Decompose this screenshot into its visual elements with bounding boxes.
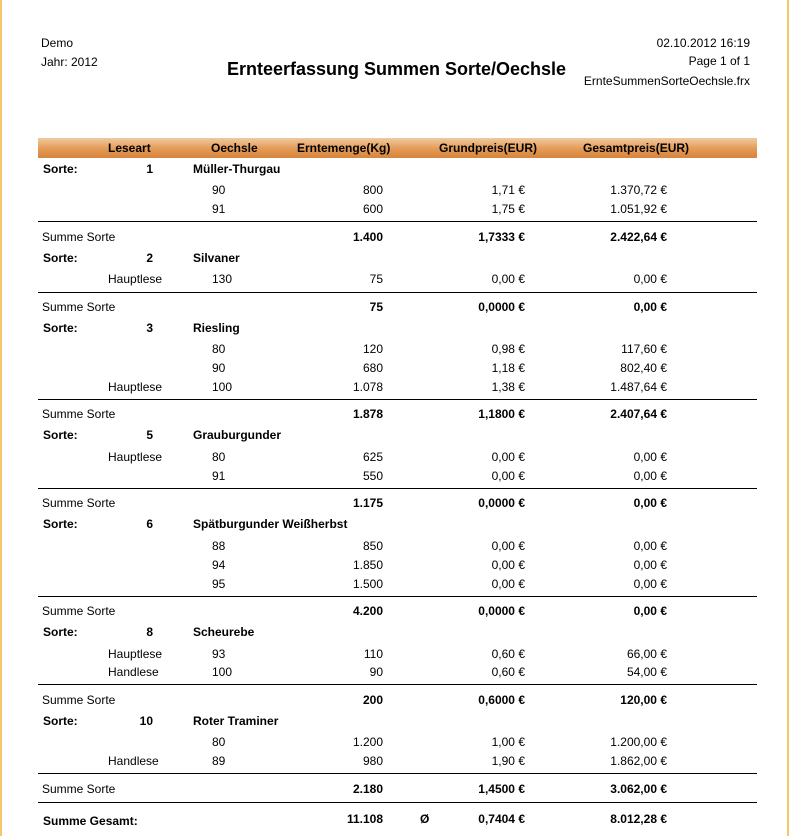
sorte-name: Scheurebe: [193, 625, 255, 639]
sorte-name: Spätburgunder Weißherbst: [193, 517, 348, 531]
sorte-header-row: [38, 249, 757, 268]
sum-grundpreis: 1,7333 €: [478, 230, 525, 244]
grundpreis-cell: 1,38 €: [491, 380, 525, 394]
sum-menge: 200: [362, 693, 383, 707]
sorte-number: 8: [146, 625, 153, 639]
group-separator: [38, 596, 757, 597]
sum-menge: 2.180: [352, 782, 383, 796]
sorte-number: 6: [146, 517, 153, 531]
sum-gesamtpreis: 2.422,64 €: [610, 230, 667, 244]
group-separator: [38, 773, 757, 774]
summe-sorte-label: Summe Sorte: [42, 300, 116, 314]
company-name: Demo: [41, 36, 74, 50]
table-row: [38, 733, 757, 752]
grundpreis-cell: 1,00 €: [491, 735, 525, 749]
gesamtpreis-cell: 1.487,64 €: [610, 380, 667, 394]
col-erntemenge: Erntemenge(Kg): [297, 141, 391, 155]
sorte-label: Sorte:: [43, 428, 78, 442]
grundpreis-cell: 0,60 €: [491, 647, 525, 661]
oechsle-cell: 94: [212, 558, 226, 572]
grundpreis-cell: 0,00 €: [491, 577, 525, 591]
oechsle-cell: 100: [212, 380, 233, 394]
sorte-label: Sorte:: [43, 714, 78, 728]
grundpreis-cell: 1,18 €: [491, 361, 525, 375]
sorte-header-row: [38, 319, 757, 338]
sorte-name: Silvaner: [193, 251, 240, 265]
sorte-header-row: [38, 160, 757, 179]
sorte-number: 3: [146, 321, 153, 335]
sorte-number: 10: [139, 714, 153, 728]
gesamtpreis-cell: 0,00 €: [633, 539, 667, 553]
gesamtpreis-cell: 802,40 €: [620, 361, 667, 375]
sum-menge: 1.878: [352, 407, 383, 421]
table-row: [38, 752, 757, 771]
leseart-cell: Hauptlese: [108, 380, 163, 394]
sorte-header-row: [38, 712, 757, 731]
menge-cell: 1.500: [352, 577, 383, 591]
summe-sorte-row: [38, 494, 757, 513]
col-grundpreis: Grundpreis(EUR): [439, 141, 538, 155]
summe-gesamt-row: [38, 810, 757, 829]
sum-grundpreis: 0,6000 €: [478, 693, 525, 707]
gesamtpreis-cell: 0,00 €: [633, 558, 667, 572]
report-title: Ernteerfassung Summen Sorte/Oechsle: [226, 59, 567, 79]
table-row: [38, 448, 757, 467]
sorte-number: 2: [146, 251, 153, 265]
summe-gesamt-label: Summe Gesamt:: [43, 814, 138, 828]
group-separator: [38, 684, 757, 685]
menge-cell: 1.850: [352, 558, 383, 572]
total-gesamtpreis: 8.012,28 €: [610, 812, 667, 826]
oechsle-cell: 80: [212, 450, 226, 464]
summe-sorte-label: Summe Sorte: [42, 230, 116, 244]
gesamtpreis-cell: 0,00 €: [633, 577, 667, 591]
gesamtpreis-cell: 117,60 €: [621, 342, 667, 356]
group-separator: [38, 488, 757, 489]
oechsle-cell: 80: [212, 735, 226, 749]
sorte-header-row: [38, 623, 757, 642]
total-menge: 11.108: [346, 812, 383, 826]
table-row: [38, 359, 757, 378]
grundpreis-cell: 0,60 €: [491, 665, 525, 679]
sum-gesamtpreis: 0,00 €: [633, 300, 667, 314]
menge-cell: 850: [362, 539, 383, 553]
gesamtpreis-cell: 0,00 €: [633, 450, 667, 464]
grundpreis-cell: 0,00 €: [491, 450, 525, 464]
oechsle-cell: 95: [212, 577, 226, 591]
sorte-header-row: [38, 426, 757, 445]
column-header-band: [38, 138, 757, 158]
gesamtpreis-cell: 0,00 €: [633, 469, 667, 483]
table-row: [38, 537, 757, 556]
menge-cell: 90: [369, 665, 383, 679]
report-year: Jahr: 2012: [41, 55, 98, 69]
sorte-number: 5: [146, 428, 153, 442]
summe-sorte-row: [38, 780, 757, 799]
oechsle-cell: 100: [212, 665, 233, 679]
menge-cell: 110: [363, 647, 383, 661]
table-row: [38, 645, 757, 664]
grundpreis-cell: 0,00 €: [491, 272, 525, 286]
sum-grundpreis: 1,1800 €: [478, 407, 525, 421]
summe-sorte-label: Summe Sorte: [42, 496, 116, 510]
sorte-label: Sorte:: [43, 251, 78, 265]
sum-gesamtpreis: 0,00 €: [633, 496, 667, 510]
grundpreis-cell: 0,00 €: [491, 539, 525, 553]
oechsle-cell: 80: [212, 342, 226, 356]
grundpreis-cell: 1,75 €: [491, 202, 525, 216]
oechsle-cell: 88: [212, 539, 226, 553]
sorte-name: Grauburgunder: [193, 428, 282, 442]
leseart-cell: Handlese: [108, 754, 159, 768]
menge-cell: 625: [362, 450, 383, 464]
grundpreis-cell: 0,98 €: [491, 342, 525, 356]
gesamtpreis-cell: 1.370,72 €: [610, 183, 667, 197]
sum-grundpreis: 0,0000 €: [478, 300, 525, 314]
grundpreis-cell: 1,90 €: [491, 754, 525, 768]
average-symbol: Ø: [420, 812, 430, 826]
sorte-name: Müller-Thurgau: [193, 162, 281, 176]
leseart-cell: Hauptlese: [108, 272, 163, 286]
summe-sorte-row: [38, 602, 757, 621]
sum-grundpreis: 0,0000 €: [478, 496, 525, 510]
oechsle-cell: 130: [212, 272, 233, 286]
table-row: [38, 378, 757, 397]
table-row: [38, 270, 757, 289]
menge-cell: 1.078: [352, 380, 383, 394]
gesamtpreis-cell: 1.200,00 €: [610, 735, 667, 749]
oechsle-cell: 91: [212, 202, 226, 216]
leseart-cell: Handlese: [108, 665, 159, 679]
gesamtpreis-cell: 0,00 €: [633, 272, 667, 286]
menge-cell: 800: [362, 183, 383, 197]
sum-gesamtpreis: 2.407,64 €: [610, 407, 667, 421]
summe-sorte-row: [38, 298, 757, 317]
sorte-number: 1: [146, 162, 153, 176]
grundpreis-cell: 0,00 €: [491, 558, 525, 572]
gesamtpreis-cell: 1.862,00 €: [610, 754, 667, 768]
summe-sorte-label: Summe Sorte: [42, 782, 116, 796]
gesamtpreis-cell: 1.051,92 €: [610, 202, 667, 216]
menge-cell: 75: [369, 272, 383, 286]
sum-gesamtpreis: 120,00 €: [620, 693, 667, 707]
leseart-cell: Hauptlese: [108, 647, 163, 661]
col-gesamtpreis: Gesamtpreis(EUR): [583, 141, 690, 155]
menge-cell: 980: [362, 754, 383, 768]
table-row: [38, 181, 757, 200]
sum-menge: 4.200: [352, 604, 383, 618]
sorte-name: Roter Traminer: [193, 714, 279, 728]
leseart-cell: Hauptlese: [108, 450, 163, 464]
col-leseart: Leseart: [108, 141, 151, 155]
table-row: [38, 467, 757, 486]
total-separator: [38, 802, 757, 803]
sum-grundpreis: 0,0000 €: [478, 604, 525, 618]
grundpreis-cell: 1,71 €: [491, 183, 525, 197]
group-separator: [38, 399, 757, 400]
summe-sorte-label: Summe Sorte: [42, 407, 116, 421]
oechsle-cell: 89: [212, 754, 226, 768]
gesamtpreis-cell: 66,00 €: [626, 647, 667, 661]
sum-menge: 1.400: [352, 230, 383, 244]
table-row: [38, 575, 757, 594]
summe-sorte-row: [38, 228, 757, 247]
table-row: [38, 340, 757, 359]
sum-menge: 1.175: [352, 496, 383, 510]
menge-cell: 550: [362, 469, 383, 483]
table-row: [38, 663, 757, 682]
group-separator: [38, 221, 757, 222]
sorte-label: Sorte:: [43, 517, 78, 531]
menge-cell: 680: [362, 361, 383, 375]
menge-cell: 600: [362, 202, 383, 216]
sum-gesamtpreis: 0,00 €: [633, 604, 667, 618]
sum-menge: 75: [369, 300, 383, 314]
grundpreis-cell: 0,00 €: [491, 469, 525, 483]
sorte-name: Riesling: [193, 321, 240, 335]
sorte-label: Sorte:: [43, 162, 78, 176]
group-separator: [38, 292, 757, 293]
report-datetime: 02.10.2012 16:19: [656, 36, 750, 50]
summe-sorte-label: Summe Sorte: [42, 604, 116, 618]
sum-grundpreis: 1,4500 €: [478, 782, 525, 796]
summe-sorte-label: Summe Sorte: [42, 693, 116, 707]
summe-sorte-row: [38, 405, 757, 424]
col-oechsle: Oechsle: [211, 141, 258, 155]
oechsle-cell: 91: [212, 469, 226, 483]
sorte-header-row: [38, 515, 757, 534]
report-filename: ErnteSummenSorteOechsle.frx: [583, 74, 750, 88]
oechsle-cell: 93: [212, 647, 226, 661]
table-row: [38, 200, 757, 219]
sorte-label: Sorte:: [43, 321, 78, 335]
table-row: [38, 556, 757, 575]
menge-cell: 120: [362, 342, 383, 356]
oechsle-cell: 90: [212, 361, 226, 375]
sorte-label: Sorte:: [43, 625, 78, 639]
page-number: Page 1 of 1: [688, 54, 750, 68]
summe-sorte-row: [38, 691, 757, 710]
menge-cell: 1.200: [352, 735, 383, 749]
total-grundpreis: 0,7404 €: [478, 812, 525, 826]
gesamtpreis-cell: 54,00 €: [626, 665, 667, 679]
oechsle-cell: 90: [212, 183, 226, 197]
sum-gesamtpreis: 3.062,00 €: [610, 782, 667, 796]
